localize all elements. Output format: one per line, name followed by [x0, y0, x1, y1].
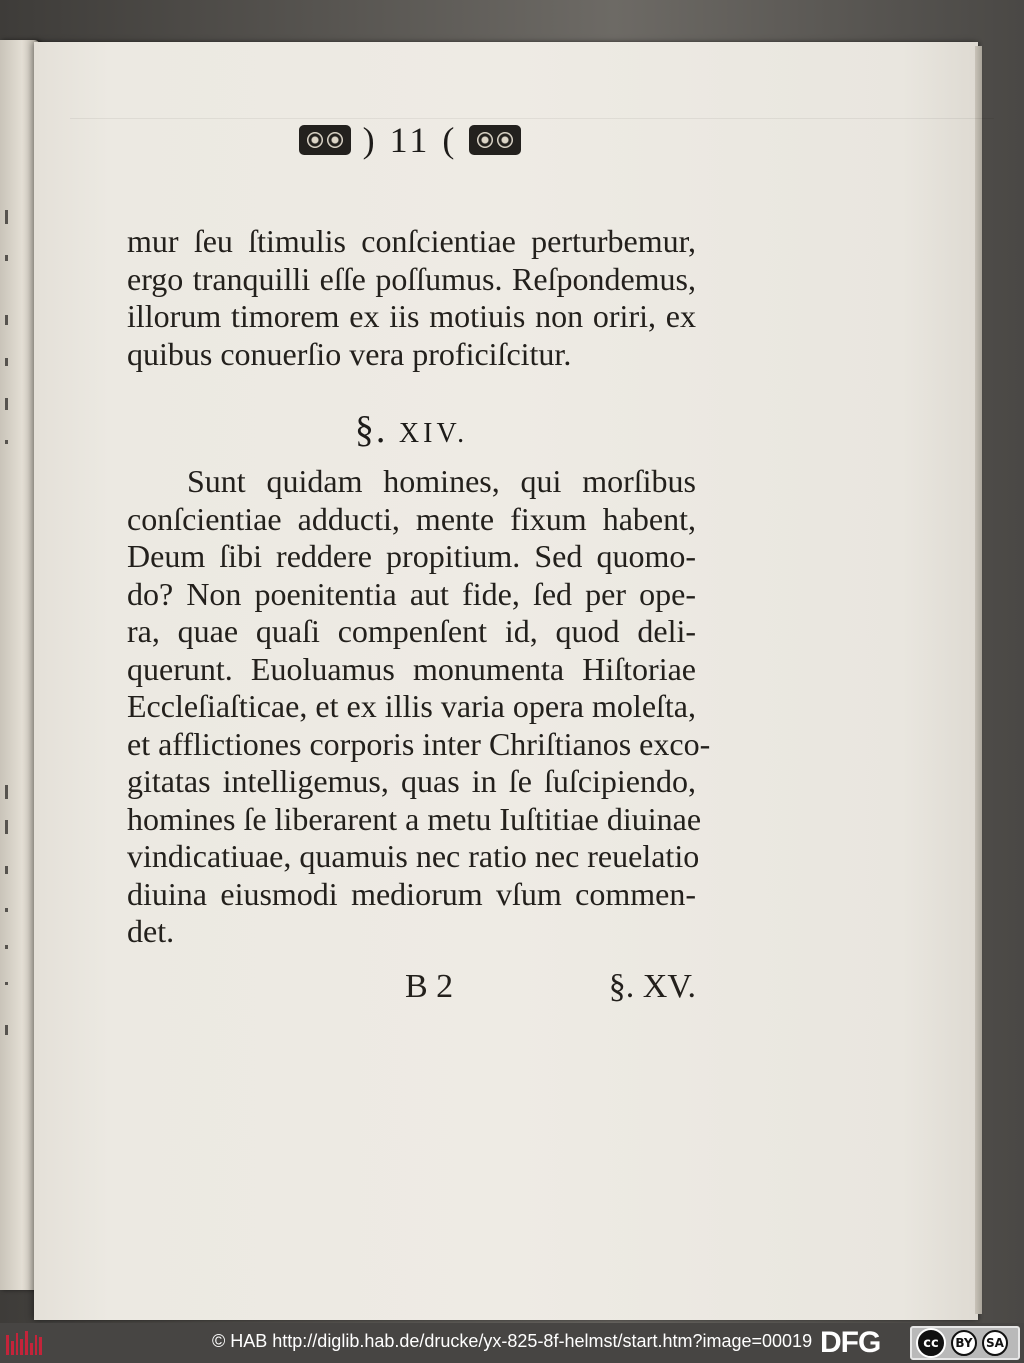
- gutter-mark: [5, 945, 8, 949]
- page-number: ) 11 (: [362, 120, 458, 160]
- text-line: Eccleſiaſticae, et ex illis varia opera moleſta,: [127, 688, 696, 724]
- gutter-mark: [5, 908, 8, 912]
- text-line: vindicatiuae, quamuis nec ratio nec reuelatio: [127, 838, 700, 874]
- text-line: ergo tranquilli eſſe poſſumus. Reſpondemus,: [127, 260, 696, 297]
- gutter-mark: [5, 440, 8, 444]
- gutter-mark: [5, 255, 8, 261]
- text-line: Sunt quidam homines, qui morſibus: [187, 463, 696, 499]
- dfg-logo[interactable]: DFG: [820, 1326, 881, 1359]
- gutter-mark: [5, 820, 8, 834]
- paragraph-continuation: [127, 223, 696, 373]
- gutter-mark: [5, 1025, 8, 1035]
- text-line: et afflictiones corporis inter Chriſtianos exco-: [127, 725, 711, 762]
- gutter-mark: [5, 398, 8, 410]
- text-line: do? Non poenitentia aut fide, ſed per ope-: [127, 575, 696, 612]
- paragraph-body: [127, 463, 711, 951]
- text-line: Deum ſibi reddere propitium. Sed quomo-: [127, 538, 696, 574]
- text-line: quibus conuerſio vera proficiſcitur.: [127, 335, 572, 372]
- text-line: homines ſe liberarent a metu Iuſtitiae diuinae: [127, 800, 702, 837]
- text-line: illorum timorem ex iis motiuis non oriri, ex: [127, 298, 696, 334]
- signature-mark: B 2: [405, 968, 454, 1005]
- citation-link[interactable]: © HAB http://diglib.hab.de/drucke/yx-825-8f-helmst/start.htm?image=00019: [212, 1331, 813, 1351]
- printer-ornament-icon: [299, 125, 351, 155]
- page-footer: [127, 968, 696, 1008]
- text-line: det.: [127, 913, 175, 949]
- gutter-mark: [5, 358, 8, 366]
- section-mark: §.: [354, 409, 388, 451]
- text-line: diuina eiusmodi mediorum vſum commen-: [127, 875, 696, 912]
- hab-barcode-logo-icon[interactable]: [6, 1331, 42, 1355]
- text-line: ra, quae quaſi compenſent id, quod deli-: [127, 613, 696, 649]
- share-alike-icon: SA: [982, 1330, 1008, 1356]
- license-badge[interactable]: [910, 1326, 1020, 1360]
- attribution-icon: BY: [951, 1330, 977, 1356]
- catchword: §. XV.: [608, 968, 696, 1005]
- viewer-footer-bar: [0, 1323, 1024, 1363]
- text-line: mur ſeu ſtimulis conſcientiae perturbemur,: [127, 223, 696, 259]
- gutter-mark: [5, 315, 8, 325]
- text-line: querunt. Euoluamus monumenta Hiſtoriae: [127, 650, 696, 687]
- gutter-mark: [5, 785, 8, 799]
- gutter-mark: [5, 210, 8, 224]
- text-line: gitatas intelligemus, quas in ſe ſuſcipiendo,: [127, 763, 696, 799]
- running-header: [270, 118, 550, 162]
- section-number: XIV.: [398, 418, 469, 449]
- page-stack-edge: [975, 46, 982, 1314]
- gutter-mark: [5, 982, 8, 985]
- text-line: conſcientiae adducti, mente fixum habent,: [127, 500, 696, 537]
- section-heading: [127, 408, 696, 452]
- cc-icon: cc: [916, 1328, 946, 1358]
- gutter-mark: [5, 866, 8, 874]
- printer-ornament-icon: [469, 125, 521, 155]
